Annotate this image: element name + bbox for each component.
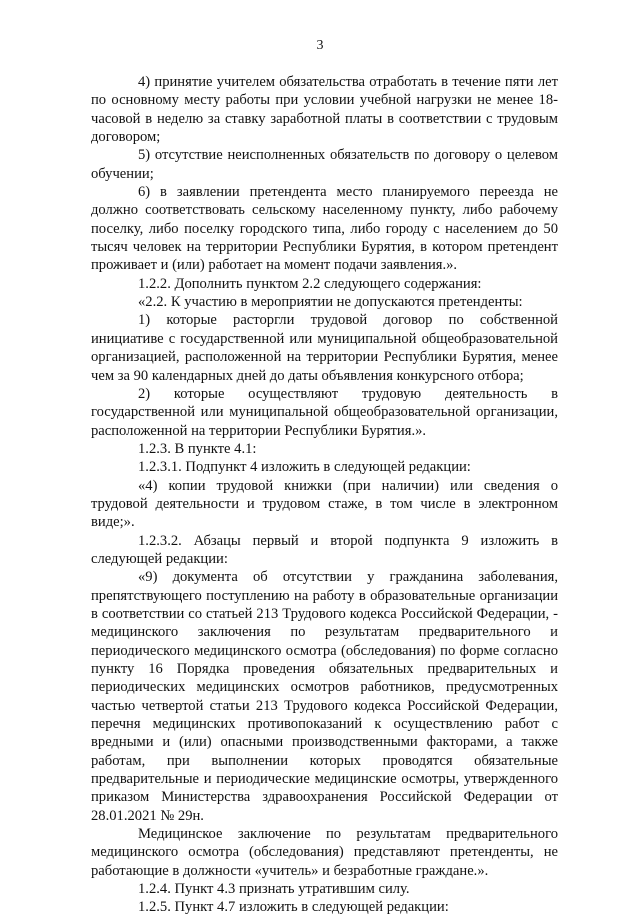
paragraph-item-5: 5) отсутствие неисполненных обязательств по договору о целевом обучении;	[91, 147, 558, 182]
paragraph-2-2-item-1: 1) которые расторгли трудовой договор по собственной инициативе с государственной или муниципальной общеобразовательной организацией, расположенной на территории Республики Бурятия, менее чем за 90 календарных дней до даты объявления конкурсного отбора;	[91, 312, 558, 384]
paragraph-2-2-item-2: 2) которые осуществляют трудовую деятельность в государственной или муниципальной общеобразовательной организации, расположенной на территории Республики Бурятия.».	[91, 385, 558, 439]
paragraph-1-2-3-2: 1.2.3.2. Абзацы первый и второй подпункта 9 изложить в следующей редакции:	[91, 532, 558, 567]
document-body	[91, 73, 558, 917]
page-number: 3	[316, 38, 324, 53]
paragraph-1-2-4: 1.2.4. Пункт 4.3 признать утратившим силу.	[138, 881, 410, 898]
paragraph-subitem-9-text: «9) документа об отсутствии у гражданина заболевания, препятствующего поступлению на работу в образовательные организации в соответствии со статьей 213 Трудового кодекса Российской Федерации, - медицинского заключения по результатам предварительного и периодического медицинского осмотра (обследования) по форме согласно пункту 16 Порядка проведения обязательных предварительных и периодических медицинских осмотров работников, предусмотренных частью четвертой статьи 213 Трудового кодекса Российской Федерации, перечня медицинских противопоказаний к осуществлению работ с вредными и (или) опасными производственными факторами, а также работам, при выполнении которых проводятся обязательные предварительные и периодические медицинские осмотры, утвержденного приказом Министерства здравоохранения Российской Федерации от 28.01.2021 № 29н.	[91, 569, 558, 824]
paragraph-1-2-2: 1.2.2. Дополнить пунктом 2.2 следующего содержания:	[138, 275, 482, 292]
paragraph-medical-conclusion: Медицинское заключение по результатам предварительного медицинского осмотра (обследования) представляют претенденты, не работающие в должности «учитель» и безработные граждане.».	[91, 826, 558, 879]
paragraph-1-2-3: 1.2.3. В пункте 4.1:	[138, 440, 257, 457]
paragraph-2-2-intro: «2.2. К участию в мероприятии не допускаются претенденты:	[138, 294, 523, 311]
paragraph-item-4: 4) принятие учителем обязательства отработать в течение пяти лет по основному месту работы при условии учебной нагрузки не менее 18-часовой в неделю за ставку заработной платы в соответствии с трудовым договором;	[91, 74, 558, 146]
paragraph-1-2-3-1: 1.2.3.1. Подпункт 4 изложить в следующей редакции:	[138, 459, 471, 476]
paragraph-subitem-4-text: «4) копии трудовой книжки (при наличии) или сведения о трудовой деятельности и трудовом стаже, в том числе в электронном виде;».	[91, 477, 558, 531]
paragraph-item-6: 6) в заявлении претендента место планируемого переезда не должно соответствовать сельскому населенному пункту, либо рабочему поселку, либо поселку городского типа, либо городу с населением до 50 тысяч человек на территории Республики Бурятия, в котором претендент проживает и (или) работает на момент подачи заявления.».	[91, 184, 558, 274]
paragraph-1-2-5: 1.2.5. Пункт 4.7 изложить в следующей редакции:	[138, 899, 449, 916]
